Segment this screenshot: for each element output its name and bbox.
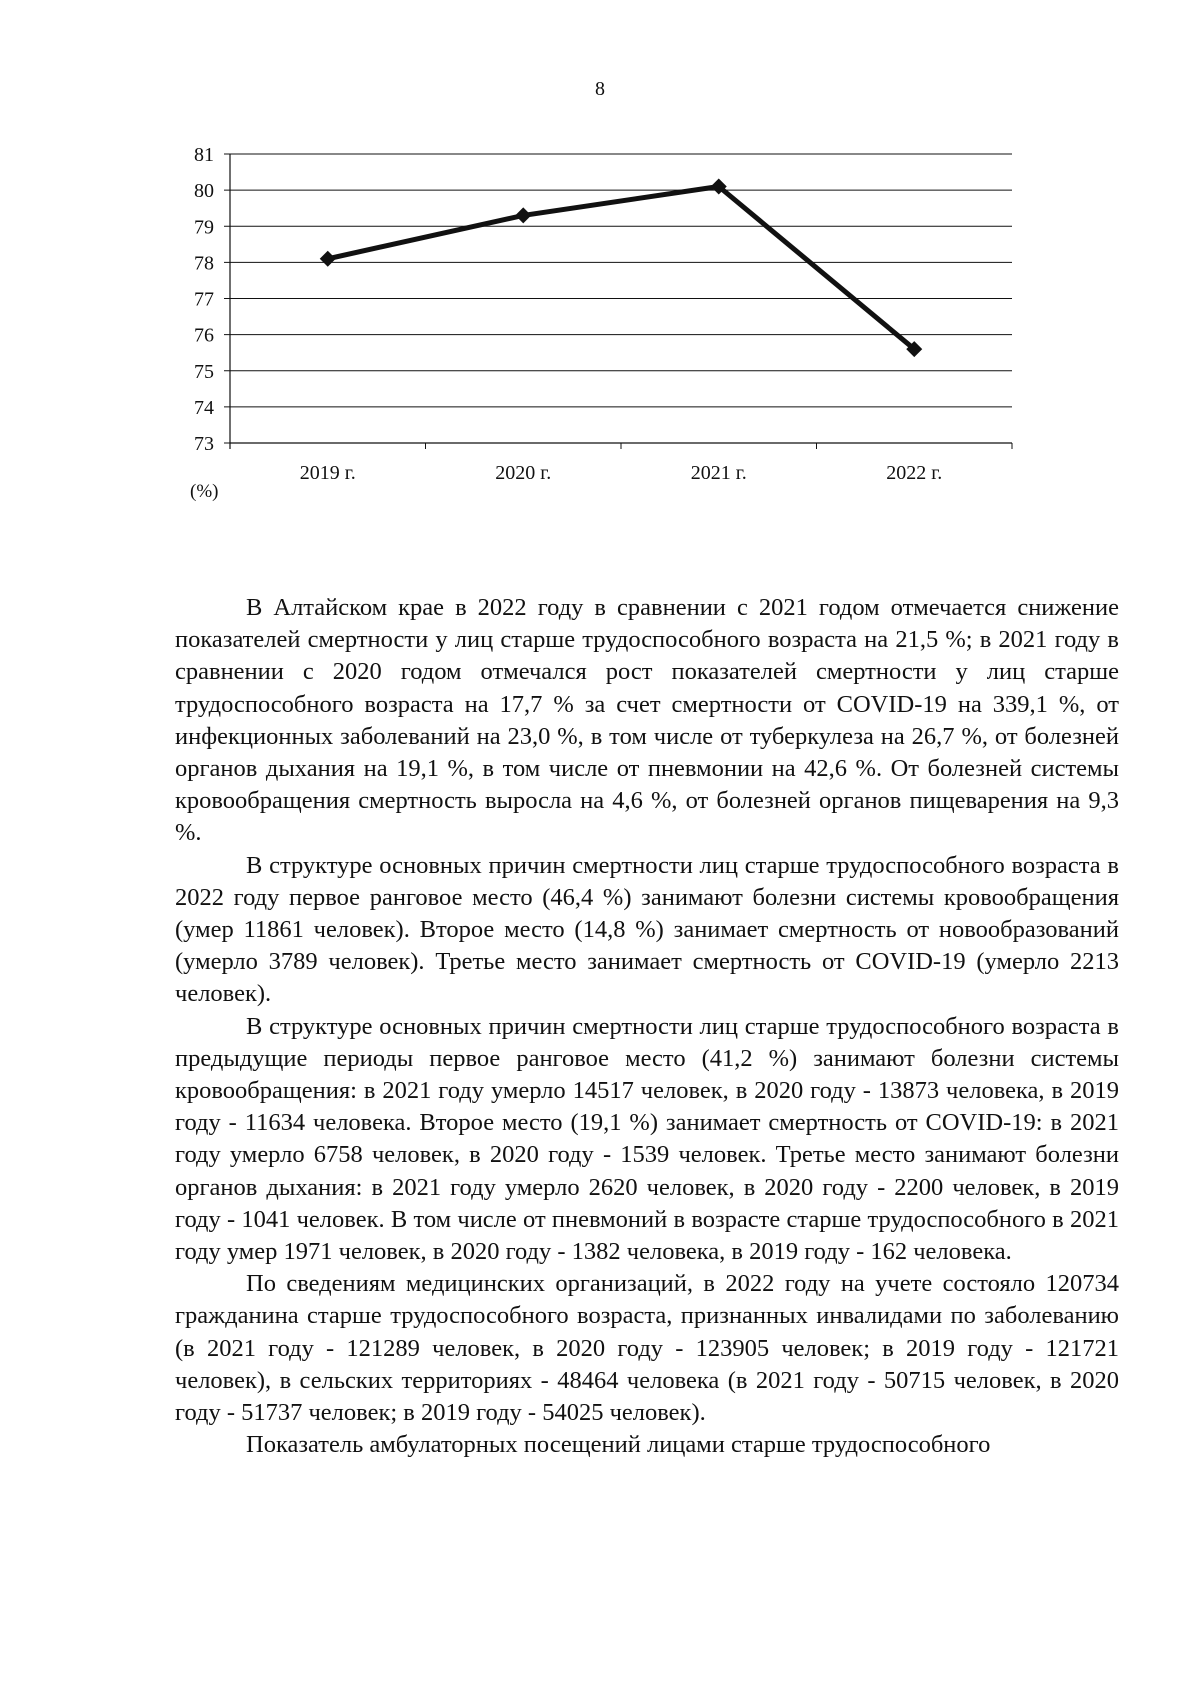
data-markers	[320, 179, 923, 358]
paragraph-1: В Алтайском крае в 2022 году в сравнении с 2021 годом отмечается снижение показателей смертности у лиц старше трудоспособного возраста на 21,5 %; в 2021 году в сравнении с 2020 годом отмечался рост показателей смертности у лиц старше трудоспособного возраста на 17,7 % за счет смертности от COVID-19 на 339,1 %, от инфекционных заболеваний на 23,0 %, в том числе от туберкулеза на 26,7 %, от болезней органов дыхания на 19,1 %, в том числе от пневмонии на 42,6 %. От болезней системы кровообращения смертность выросла на 4,6 %, от болезней органов пищеварения на 9,3 %.	[175, 594, 1119, 847]
x-tick-label: 2021 г.	[690, 462, 747, 484]
line-chart-svg	[190, 145, 1120, 555]
data-point-marker	[515, 207, 531, 223]
y-tick-label: 78	[194, 252, 214, 275]
y-tick-labels	[194, 145, 214, 455]
page-number: 8	[595, 78, 605, 100]
series-line-path	[328, 187, 915, 350]
y-tick-label: 77	[194, 288, 214, 311]
y-unit-label: (%)	[190, 481, 219, 502]
grid-lines	[230, 154, 1012, 443]
paragraph-3: В структуре основных причин смертности лиц старше трудоспособного возраста в предыдущие периоды первое ранговое место (41,2 %) занимают болезни системы кровообращения: в 2021 году умерло 14517 человек, в 2020 году - 13873 человека, в 2019 году - 11634 человека. Второе место (19,1 %) занимает смертность от COVID-19: в 2021 году умерло 6758 человек, в 2020 году - 1539 человек. Третье место занимают болезни органов дыхания: в 2021 году умерло 2620 человек, в 2020 году - 2200 человек, в 2019 году - 1041 человек. В том числе от пневмоний в возрасте старше трудоспособного в 2021 году умер 1971 человек, в 2020 году - 1382 человека, в 2019 году - 162 человека.	[175, 1012, 1119, 1266]
y-tick-label: 79	[194, 216, 214, 239]
y-tick-label: 76	[194, 324, 214, 347]
paragraph-5: Показатель амбулаторных посещений лицами старше трудоспособного	[246, 1431, 991, 1459]
x-tick-label: 2020 г.	[495, 462, 552, 484]
y-tick-label: 74	[194, 396, 214, 419]
line-chart	[190, 145, 1120, 555]
y-tick-label: 73	[194, 433, 214, 455]
x-tick-label: 2019 г.	[299, 462, 356, 484]
x-tick-label: 2022 г.	[886, 462, 943, 484]
paragraph-4: По сведениям медицинских организаций, в 2022 году на учете состояло 120734 гражданина старше трудоспособного возраста, признанных инвалидами по заболеванию (в 2021 году - 121289 человек, в 2020 году - 123905 человек; в 2019 году - 121721 человек), в сельских территориях - 48464 человека (в 2021 году - 50715 человек, в 2020 году - 51737 человек; в 2019 году - 54025 человек).	[175, 1270, 1119, 1427]
data-point-marker	[320, 251, 336, 267]
paragraph-2: В структуре основных причин смертности лиц старше трудоспособного возраста в 2022 году первое ранговое место (46,4 %) занимают болезни системы кровообращения (умер 11861 человек). Второе место (14,8 %) занимает смертность от новообразований (умерло 3789 человек). Третье место занимает смертность от COVID-19 (умерло 2213 человек).	[175, 851, 1119, 1008]
axes	[224, 154, 1012, 449]
y-tick-label: 75	[194, 360, 214, 383]
body-text	[175, 592, 1119, 1461]
x-tick-labels	[300, 462, 942, 484]
y-tick-label: 80	[194, 180, 214, 203]
y-tick-label: 81	[194, 145, 214, 166]
series-line	[328, 187, 915, 350]
